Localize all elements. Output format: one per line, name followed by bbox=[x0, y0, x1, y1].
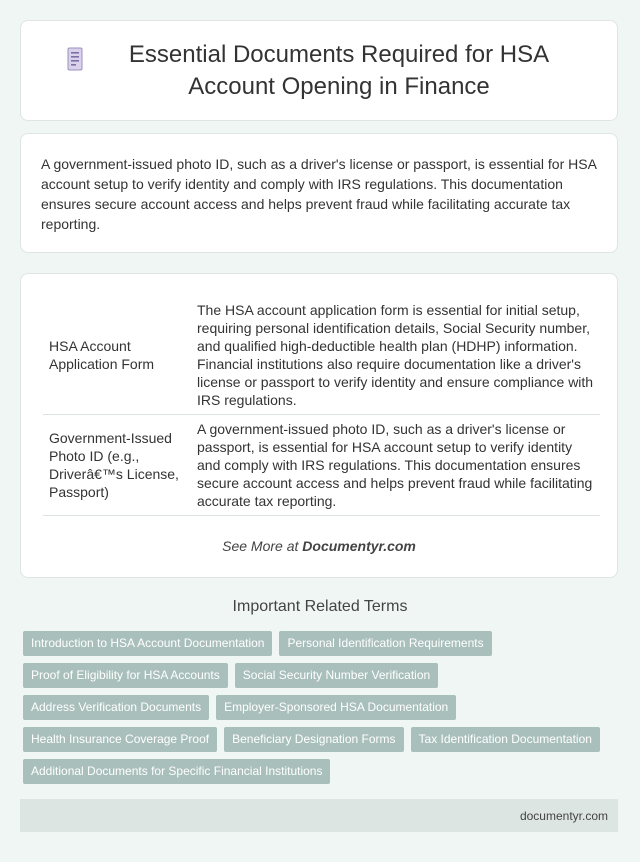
intro-card bbox=[20, 133, 618, 253]
table-row bbox=[43, 415, 600, 516]
footer bbox=[20, 799, 618, 832]
related-term-tag[interactable]: Address Verification Documents bbox=[23, 695, 209, 720]
table-row bbox=[43, 296, 600, 415]
title-card bbox=[20, 20, 618, 121]
document-description: The HSA account application form is essential for initial setup, requiring personal identification details, Social Security number, and qualified high-deductible health plan (HDHP) information. Financial institutions also require documentation like a driver's license or passport to verify identity and ensure compliance with IRS regulations. bbox=[191, 296, 600, 415]
footer-site-link[interactable]: documentyr.com bbox=[519, 808, 608, 823]
document-description: A government-issued photo ID, such as a driver's license or passport, is essential for HSA account setup to verify identity and comply with IRS regulations. This documentation ensures secure account access and helps prevent fraud while facilitating accurate tax reporting. bbox=[191, 415, 600, 516]
related-term-tag[interactable]: Social Security Number Verification bbox=[235, 663, 438, 688]
related-term-tag[interactable]: Employer-Sponsored HSA Documentation bbox=[216, 695, 456, 720]
see-more-link[interactable] bbox=[41, 538, 597, 554]
document-name: HSA Account Application Form bbox=[43, 296, 191, 415]
related-terms-list bbox=[23, 631, 613, 784]
document-name: Government-Issued Photo ID (e.g., Driverâ€™s License, Passport) bbox=[43, 415, 191, 516]
related-term-tag[interactable]: Health Insurance Coverage Proof bbox=[23, 727, 217, 752]
related-term-tag[interactable]: Personal Identification Requirements bbox=[279, 631, 491, 656]
related-terms-heading: Important Related Terms bbox=[232, 598, 408, 615]
see-more-prefix: See More at bbox=[222, 538, 303, 554]
related-term-tag[interactable]: Proof of Eligibility for HSA Accounts bbox=[23, 663, 228, 688]
related-term-tag[interactable]: Additional Documents for Specific Financial Institutions bbox=[23, 759, 330, 784]
intro-text: A government-issued photo ID, such as a driver's license or passport, is essential for HSA account setup to verify identity and comply with IRS regulations. This documentation ensures secure account access and helps prevent fraud while facilitating accurate tax reporting. bbox=[41, 156, 597, 232]
documents-table bbox=[43, 296, 600, 516]
related-term-tag[interactable]: Introduction to HSA Account Documentation bbox=[23, 631, 272, 656]
see-more-site: Documentyr.com bbox=[302, 538, 416, 554]
document-icon bbox=[64, 47, 86, 76]
page-title: Essential Documents Required for HSA Account Opening in Finance bbox=[128, 40, 550, 100]
related-term-tag[interactable]: Tax Identification Documentation bbox=[411, 727, 600, 752]
related-term-tag[interactable]: Beneficiary Designation Forms bbox=[224, 727, 403, 752]
documents-table-card bbox=[20, 273, 618, 578]
